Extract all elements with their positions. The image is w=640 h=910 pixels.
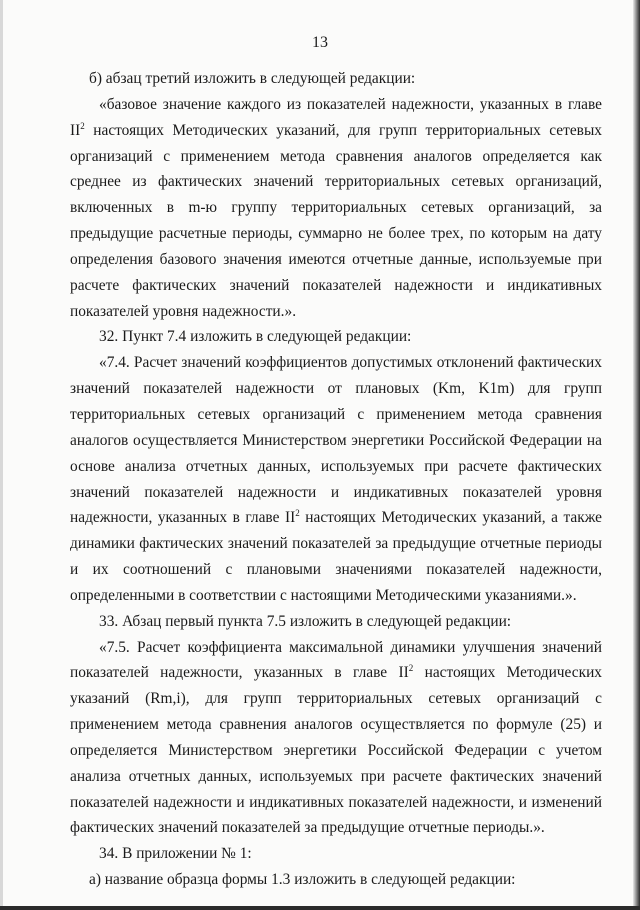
chapter-superscript: 2: [408, 663, 414, 674]
text-segment: настоящих Методических указаний, для групп территориальных сетевых организаций с применением метода сравнения аналогов определяется как среднее из фактических значений территориальных сетевых организаций, включенных в m-ю группу территориальных сетевых организаций, за предыдущие расчетные периоды, суммарно не более трех, по которым на дату определения базового значения имеются отчетные данные, используемые при расчете фактических значений показателей надежности и индикативных показателей уровня надежности.».: [70, 121, 602, 320]
chapter-superscript: 2: [80, 120, 85, 131]
page-number: 13: [312, 34, 328, 51]
text-segment: «7.4. Расчет значений коэффициентов допустимых отклонений фактических значений показателей надежности от плановых (Km, K1m) для групп территориальных сетевых организаций с применением метода сравнения аналогов осуществляется Министерством энергетики Российской Федерации на основе анализа отчетных данных, используемых при расчете фактических значений показателей надежности и индикативных показателей уровня надежности, указанных в главе: [70, 354, 602, 527]
scan-edge-left: [0, 0, 3, 910]
scan-edge-right: [633, 0, 640, 910]
text-segment: настоящих Методических указаний (Rm,i), для групп территориальных сетевых организаций с применением метода сравнения аналогов осуществляется по формуле (25) и определяется Министерством энергетики Российской Федерации с учетом анализа отчетных данных, используемых при расчете фактических значений показателей надежности и индикативных показателей надежности, и изменений фактических значений показателей за предыдущие отчетные периоды.».: [70, 664, 602, 837]
text-segment: 32. Пункт 7.4 изложить в следующей редакции:: [99, 328, 412, 346]
scan-edge-bottom: [0, 906, 640, 910]
paragraph-p32: [70, 324, 602, 350]
paragraph-p34: [70, 841, 602, 867]
paragraph-p33_text: [70, 635, 602, 842]
text-segment: «базовое значение каждого из показателей надежности, указанных в главе: [99, 95, 602, 113]
text-segment: 33. Абзац первый пункта 7.5 изложить в следующей редакции:: [99, 612, 512, 630]
paragraph-b: [70, 66, 602, 92]
chapter-numeral: II: [70, 121, 81, 139]
chapter-superscript: 2: [295, 508, 300, 519]
text-segment: а) название образца формы 1.3 изложить в следующей редакции:: [89, 871, 516, 889]
paragraph-p32_text: [70, 350, 602, 608]
text-segment: «7.5. Расчет коэффициента максимальной динамики улучшения значений показателей надежности, указанных в главе: [70, 638, 602, 682]
chapter-numeral: II: [398, 664, 409, 682]
document-body: [70, 66, 602, 893]
paragraph-p33: [70, 609, 602, 635]
text-segment: б) абзац третий изложить в следующей редакции:: [89, 70, 416, 87]
text-segment: 34. В приложении № 1:: [99, 845, 252, 863]
text-segment: настоящих Методических указаний, а также динамики фактических значений показателей за предыдущие отчетные периоды и их соотношений с плановыми значениями показателей надежности, определенными в соответствии с настоящими Методическими указаниями.».: [70, 509, 602, 604]
paragraph-b_text: [70, 92, 602, 325]
paragraph-a: [70, 867, 602, 893]
chapter-numeral: II: [284, 509, 296, 527]
